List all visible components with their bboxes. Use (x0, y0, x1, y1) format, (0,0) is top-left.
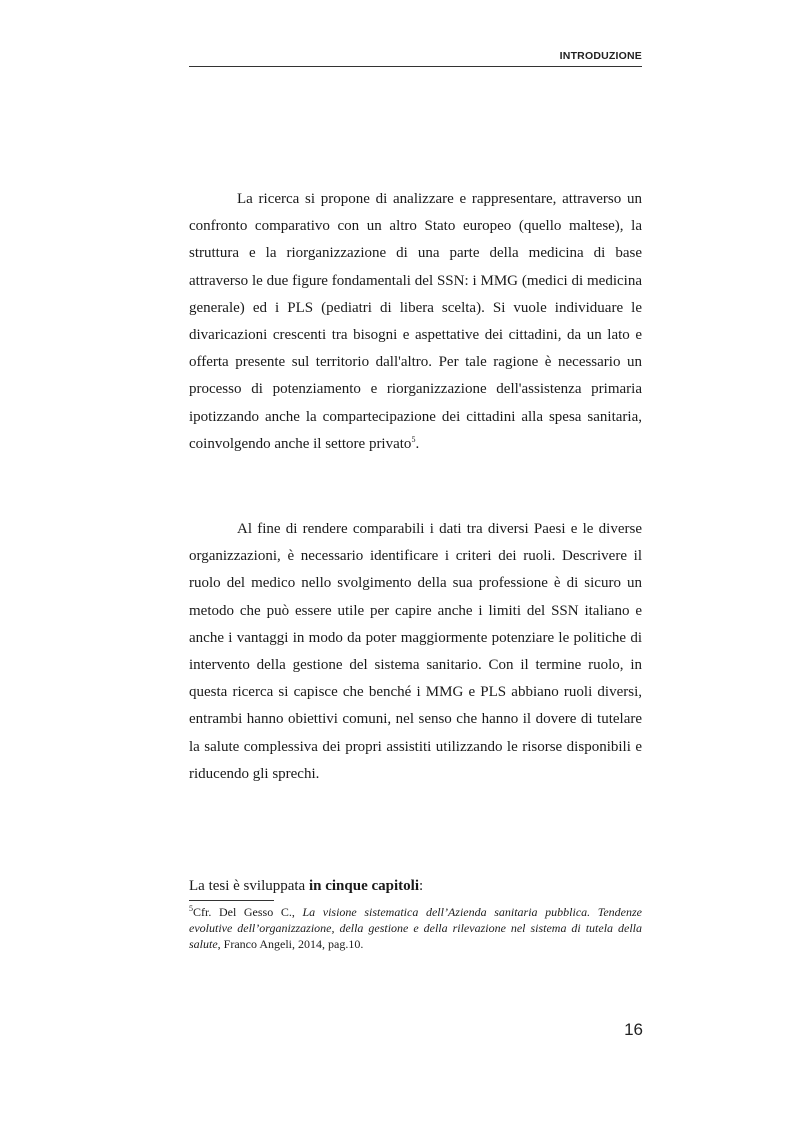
paragraph-2-text: Al fine di rendere comparabili i dati tra diversi Paesi e le diverse organizzazioni, è necessario identificare i criteri dei ruoli. Descrivere il ruolo del medico nello svolgimento della sua professione è di sicuro un metodo che può essere utile per capire anche i limiti del SSN italiano e anche i vantaggi in modo da poter maggiormente potenziare le politiche di intervento della gestione del sistema sanitario. Con il termine ruolo, in questa ricerca si capisce che benché i MMG e PLS abbiano ruoli diversi, entrambi hanno obiettivi comuni, nel senso che hanno il dovere di tutelare la salute complessiva dei propri assistiti utilizzando le risorse disponibili e riducendo gli sprechi. (189, 521, 642, 782)
footnote-lead: Cfr. Del Gesso C., (193, 905, 303, 919)
page-number: 16 (624, 1020, 643, 1039)
footnote-reference: 5 (411, 434, 416, 444)
footnote-divider (189, 900, 274, 901)
chapters-intro-suffix: : (419, 878, 424, 894)
running-header: INTRODUZIONE (559, 50, 642, 62)
chapters-intro-line (189, 876, 642, 896)
header-divider (189, 66, 642, 67)
chapters-intro-bold: in cinque capitoli (308, 878, 419, 894)
footnote-title: La visione sistematica dell’Azienda sanitaria pubblica. Tendenze evolutive dell’organizzazione, della gestione e della rilevazione nel sistema di tutela della salute (189, 905, 642, 951)
paragraph-1-text: La ricerca si propone di analizzare e rappresentare, attraverso un confronto comparativo con un altro Stato europeo (quello maltese), la struttura e la riorganizzazione di una parte della medicina di base attraverso le due figure fondamentali del SSN: i MMG (medici di medicina generale) ed i PLS (pediatri di libera scelta). Si vuole individuare le divaricazioni crescenti tra bisogni e aspettative dei cittadini, da un lato e offerta presente sul territorio dall'altro. Per tale ragione è necessario un processo di potenziamento e riorganizzazione dell'assistenza primaria ipotizzando anche la compartecipazione dei cittadini alla spesa sanitaria, coinvolgendo anche il settore privato (189, 191, 642, 452)
footnote-tail: , Franco Angeli, 2014, pag.10. (217, 937, 364, 951)
paragraph-1 (189, 186, 642, 458)
paragraph-2 (189, 516, 642, 788)
paragraph-1-end: . (415, 435, 420, 452)
footnote (189, 904, 642, 952)
chapters-intro-prefix: La tesi è sviluppata (189, 878, 309, 894)
footnote-number: 5 (189, 904, 193, 913)
